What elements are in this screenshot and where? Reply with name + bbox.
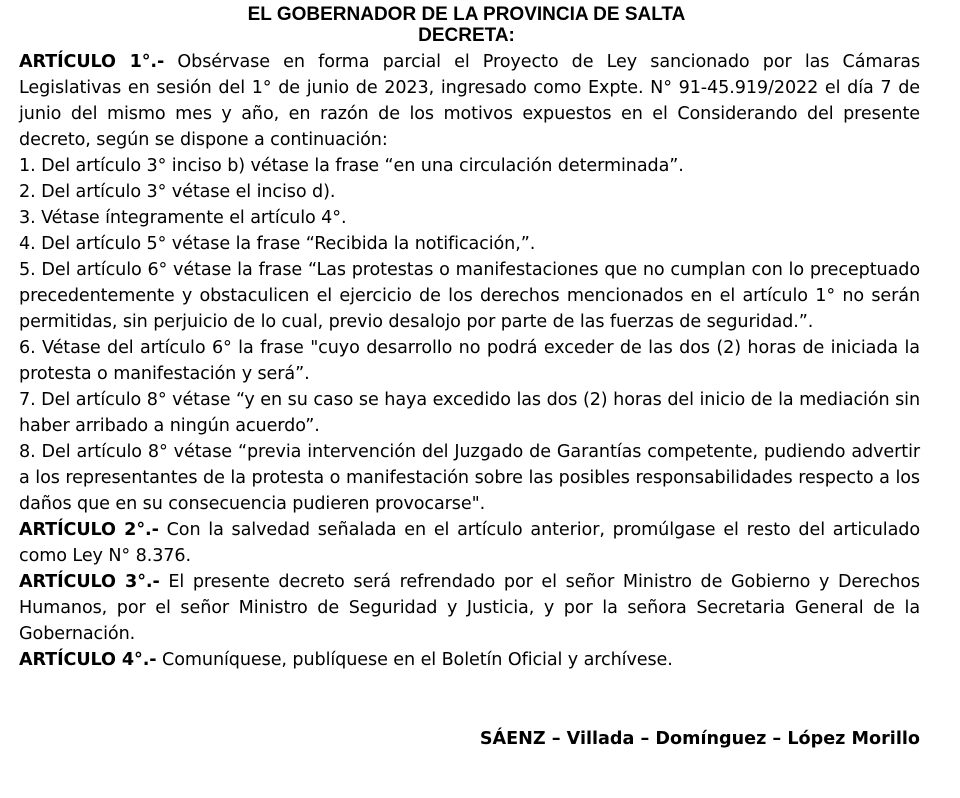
article-3-label: ARTÍCULO 3°.- xyxy=(19,572,160,592)
article-1-text: Obsérvase en forma parcial el Proyecto de Ley sancionado por las Cámaras Legislativas en sesión del 1° de junio de 2023, ingresado como Expte. N° 91-45.919/2022 el día 7 de junio del mismo mes y año, en razón de los motivos expuestos en el Considerando del presente decreto, según se dispone a continuación: xyxy=(19,52,921,150)
signature-line: SÁENZ – Villada – Domínguez – López Morillo xyxy=(479,729,920,749)
article-1-label: ARTÍCULO 1°.- xyxy=(19,52,165,72)
list-item: 7. Del artículo 8° vétase “y en su caso se haya excedido las dos (2) horas del inicio de la mediación sin haber arribado a ningún acuerdo”. xyxy=(19,390,920,436)
header-title: EL GOBERNADOR DE LA PROVINCIA DE SALTA xyxy=(247,4,686,25)
decree-body xyxy=(19,49,920,673)
article-4-text: Comuníquese, publíquese en el Boletín Oficial y archívese. xyxy=(162,650,673,670)
article-3 xyxy=(19,569,920,647)
list-item: 5. Del artículo 6° vétase la frase “Las protestas o manifestaciones que no cumplan con lo preceptuado precedentemente y obstaculicen el ejercicio de los derechos mencionados en el artículo 1° no serán permitidas, sin perjuicio de lo cual, previo desalojo por parte de las fuerzas de seguridad.”. xyxy=(19,260,920,332)
list-item: 6. Vétase del artículo 6° la frase "cuyo desarrollo no podrá exceder de las dos (2) horas de iniciada la protesta o manifestación y será”. xyxy=(19,338,920,384)
article-2-text: Con la salvedad señalada en el artículo anterior, promúlgase el resto del articulado como Ley N° 8.376. xyxy=(19,520,921,566)
article-2-label: ARTÍCULO 2°.- xyxy=(19,520,159,540)
document-header xyxy=(13,4,920,46)
list-item: 8. Del artículo 8° vétase “previa intervención del Juzgado de Garantías competente, pudiendo advertir a los representantes de la protesta o manifestación sobre las posibles responsabilidades respecto a los daños que en su consecuencia pudieren provocarse". xyxy=(19,442,920,514)
article-1 xyxy=(19,49,920,153)
article-4 xyxy=(19,647,920,673)
list-item: 2. Del artículo 3° vétase el inciso d). xyxy=(19,182,336,202)
list-item: 3. Vétase íntegramente el artículo 4°. xyxy=(19,208,347,228)
article-4-label: ARTÍCULO 4°.- xyxy=(19,650,157,670)
article-2 xyxy=(19,517,920,569)
list-item: 1. Del artículo 3° inciso b) vétase la frase “en una circulación determinada”. xyxy=(19,156,684,176)
article-3-text: El presente decreto será refrendado por el señor Ministro de Gobierno y Derechos Humanos, por el señor Ministro de Seguridad y Justicia, y por la señora Secretaria General de la Gobernación. xyxy=(19,572,920,644)
header-subtitle: DECRETA: xyxy=(418,25,515,46)
list-item: 4. Del artículo 5° vétase la frase “Recibida la notificación,”. xyxy=(19,234,536,254)
